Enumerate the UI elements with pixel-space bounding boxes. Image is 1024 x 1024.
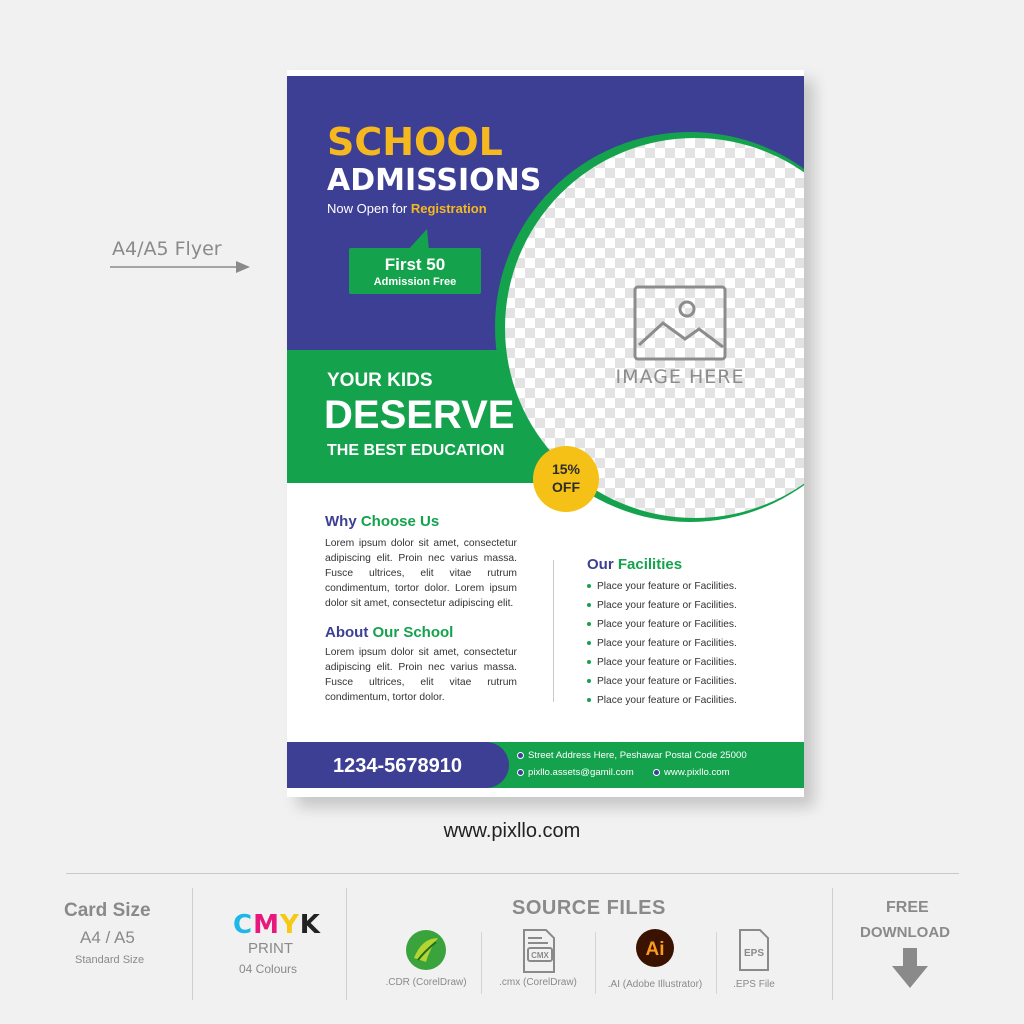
card-size-title: Card Size	[64, 900, 151, 921]
bullet-icon	[587, 660, 591, 664]
cmyk-logo: CMYK	[233, 910, 321, 940]
web-line: www.pixllo.com	[653, 767, 730, 778]
why-choose-heading	[325, 513, 439, 530]
why-heading-a: Why	[325, 513, 357, 530]
why-heading-b: Choose Us	[360, 513, 440, 530]
facilities-heading	[587, 556, 682, 573]
address-line: Street Address Here, Peshawar Postal Code 25000	[517, 750, 747, 761]
footer-contact-band	[487, 742, 804, 788]
download-label: DOWNLOAD	[860, 924, 950, 941]
discount-percent: 15%	[551, 461, 581, 477]
bullet-icon	[587, 584, 591, 588]
list-item: Place your feature or Facilities.	[587, 672, 737, 691]
image-placeholder-icon	[633, 285, 727, 361]
bullet-icon	[587, 603, 591, 607]
phone-number: 1234-5678910	[333, 755, 463, 777]
bullet-icon	[587, 641, 591, 645]
subtitle-highlight: Registration	[410, 201, 487, 216]
about-school-heading	[325, 624, 453, 641]
card-size-note: Standard Size	[75, 954, 145, 966]
free-label: FREE	[886, 899, 929, 916]
flyer-subtitle	[327, 201, 487, 216]
list-item: Place your feature or Facilities.	[587, 577, 737, 596]
flyer-title-school: SCHOOL	[327, 120, 503, 164]
print-label: PRINT	[248, 940, 293, 957]
flyer-size-label: A4/A5 Flyer	[112, 238, 222, 260]
colours-label: 04 Colours	[239, 962, 298, 976]
badge-line1: First 50	[384, 255, 446, 274]
about-heading-a: About	[325, 624, 369, 641]
format-label-ai: .AI (Adobe Illustrator)	[607, 979, 703, 990]
format-label-cdr: .CDR (CorelDraw)	[385, 977, 467, 988]
cmx-file-icon	[518, 928, 558, 974]
bullet-icon	[587, 679, 591, 683]
svg-text:EPS: EPS	[743, 948, 765, 959]
badge-line2: Admission Free	[373, 276, 457, 288]
list-item: Place your feature or Facilities.	[587, 691, 737, 710]
website-link[interactable]: www.pixllo.com	[443, 820, 581, 842]
format-label-eps: .EPS File	[733, 979, 775, 990]
info-divider	[66, 873, 959, 874]
why-choose-text: Lorem ipsum dolor sit amet, consectetur adipiscing elit. Proin nec varius massa. Fusce ultrices, elit vitae rutrum condimentum, tortor dolor. Lorem ipsum dolor sit amet, consectetur adipiscing elit.	[325, 538, 517, 609]
globe-icon	[653, 769, 660, 776]
list-item: Place your feature or Facilities.	[587, 615, 737, 634]
location-icon	[517, 752, 524, 759]
tagline-line1: YOUR KIDS	[327, 370, 433, 391]
image-placeholder-label: IMAGE HERE	[615, 366, 745, 388]
facilities-heading-a: Our	[587, 556, 614, 573]
info-separator	[346, 888, 347, 1000]
flyer-preview	[287, 70, 804, 797]
email-line: pixllo.assets@gamil.com	[517, 767, 634, 778]
list-item: Place your feature or Facilities.	[587, 653, 737, 672]
info-separator	[832, 888, 833, 1000]
svg-text:Ai: Ai	[645, 939, 665, 960]
eps-file-icon	[736, 928, 772, 972]
flyer-title-admissions: ADMISSIONS	[327, 163, 542, 198]
facilities-heading-b: Facilities	[617, 556, 683, 573]
facilities-list	[587, 577, 737, 710]
about-school-text: Lorem ipsum dolor sit amet, consectetur adipiscing elit. Proin nec varius massa. Fusce ultrices, elit vitae rutrum condimentum, tortor dolor.	[325, 647, 517, 703]
tagline-line2: DESERVE	[324, 393, 515, 437]
download-arrow-icon[interactable]	[890, 948, 930, 990]
format-label-cmx: .cmx (CorelDraw)	[499, 977, 577, 988]
svg-text:CMX: CMX	[531, 951, 549, 960]
list-item: Place your feature or Facilities.	[587, 596, 737, 615]
list-item: Place your feature or Facilities.	[587, 634, 737, 653]
admission-badge	[349, 248, 481, 294]
card-size-value: A4 / A5	[80, 928, 135, 947]
subtitle-prefix: Now Open for	[327, 201, 408, 216]
arrow-right-icon	[110, 260, 250, 274]
coreldraw-icon	[404, 928, 448, 972]
discount-badge	[533, 446, 599, 512]
bullet-icon	[587, 698, 591, 702]
illustrator-icon	[635, 928, 675, 968]
about-heading-b: Our School	[372, 624, 454, 641]
column-divider	[553, 560, 554, 702]
info-separator	[192, 888, 193, 1000]
source-files-title: SOURCE FILES	[512, 897, 666, 919]
discount-off: OFF	[552, 479, 580, 495]
email-icon	[517, 769, 524, 776]
tagline-line3: THE BEST EDUCATION	[327, 442, 505, 459]
bullet-icon	[587, 622, 591, 626]
